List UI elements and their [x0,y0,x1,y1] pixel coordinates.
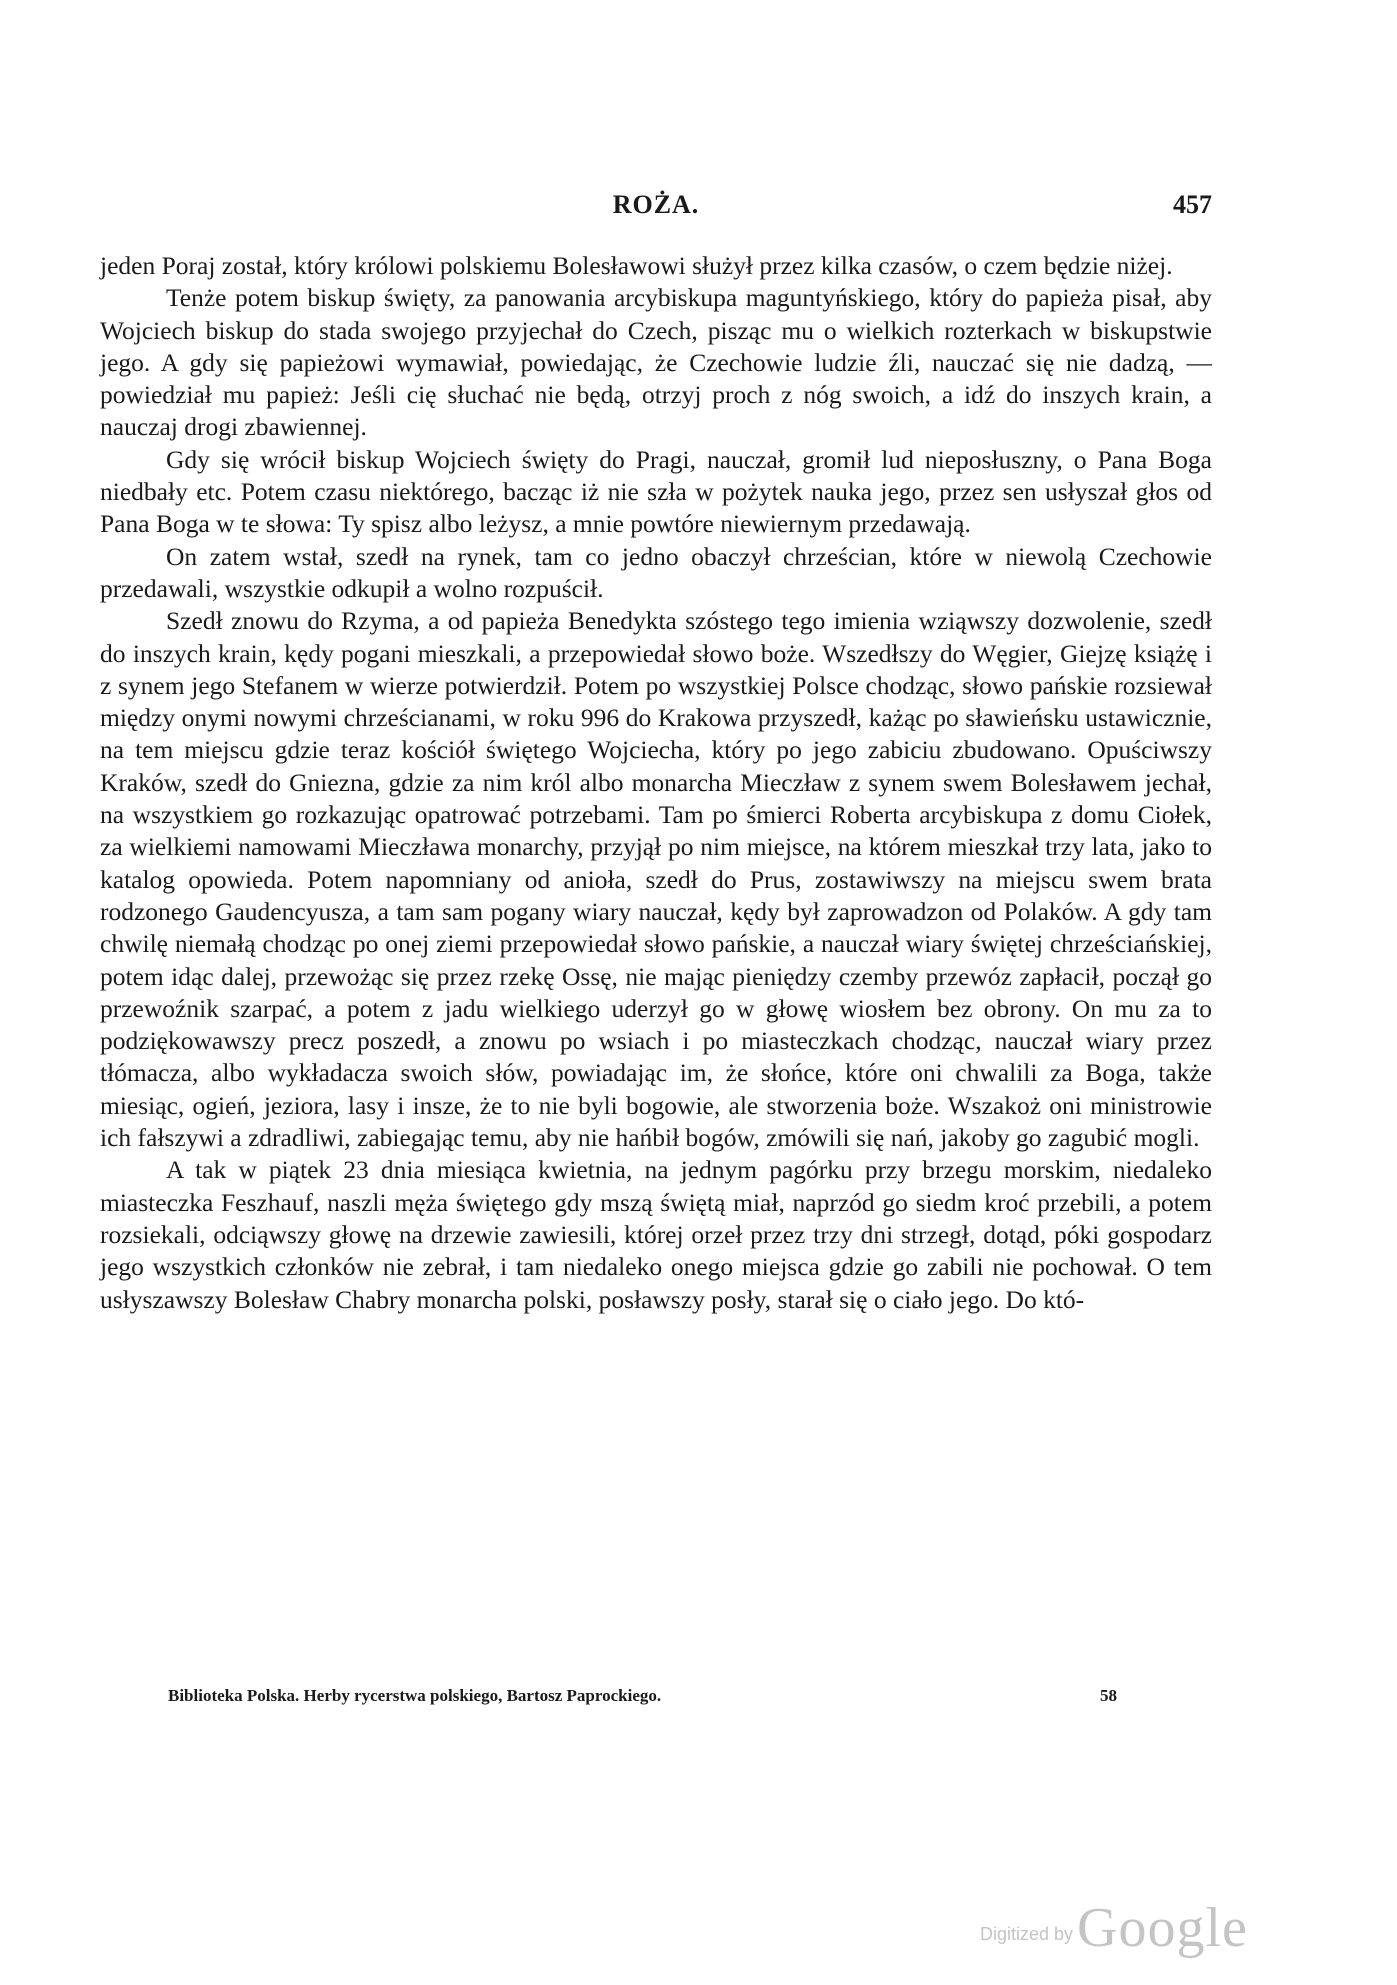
paragraph: A tak w piątek 23 dnia miesiąca kwietnia, na jednym pagórku przy brzegu morskim, niedaleko miasteczka Feszhauf, naszli męża świętego gdy mszą świętą miał, naprzód go siedm kroć przebili, a potem rozsiekali, odciąwszy głowę na drzewie zawiesili, której orzeł przez trzy dni strzegł, dotąd, póki gospodarz jego wszystkich członków nie zebrał, i tam niedaleko onego miejsca gdzie go zabili nie pochował. O tem usłyszawszy Bolesław Chabry monarcha polski, posławszy posły, starał się o ciało jego. Do któ- [100,1155,1212,1314]
digitized-watermark [980,1896,1248,1960]
page-number: 457 [1173,190,1212,219]
running-title: ROŻA. [612,190,700,219]
paragraph: Tenże potem biskup święty, za panowania arcybiskupa maguntyńskiego, który do papieża pisał, aby Wojciech biskup do stada swojego przyjechał do Czech, pisząc mu o wielkich rozterkach w biskupstwie jego. A gdy się papieżowi wymawiał, powiedając, że Czechowie ludzie źli, nauczać się nie dadzą, — powiedział mu papież: Jeśli cię słuchać nie będą, otrzyj proch z nóg swoich, a idź do inszych krain, a nauczaj drogi zbawiennej. [100,283,1212,442]
watermark-caption: Digitized by [980,1924,1074,1944]
body-text [100,250,1212,1316]
paragraph: On zatem wstał, szedł na rynek, tam co jedno obaczył chrześcian, które w niewolą Czechowie przedawali, wszystkie odkupił a wolno rozpuścił. [100,541,1212,603]
paragraph: jeden Poraj został, który królowi polskiemu Bolesławowi służył przez kilka czasów, o czem będzie niżej. [100,251,1173,280]
page-footer [100,1686,1212,1716]
footer-note: Biblioteka Polska. Herby rycerstwa polskiego, Bartosz Paprockiego. [168,1686,662,1705]
signature-mark: 58 [1100,1686,1117,1705]
page-header [100,190,1212,230]
paragraph: Szedł znowu do Rzyma, a od papieża Benedykta szóstego tego imienia wziąwszy dozwolenie, szedł do inszych krain, kędy pogani mieszkali, a przepowiedał słowo boże. Wszedłszy do Węgier, Giejzę książę i z synem jego Stefanem w wierze potwierdził. Potem po wszystkiej Polsce chodząc, słowo pańskie rozsiewał między onymi nowymi chrześcianami, w roku 996 do Krakowa przyszedł, każąc po sławieńsku ustawicznie, na tem miejscu gdzie teraz kościół świętego Wojciecha, który po jego zabiciu zbudowano. Opuściwszy Kraków, szedł do Gniezna, gdzie za nim król albo monarcha Mieczław z synem swem Bolesławem jechał, na wszystkiem go rozkazując opatrować potrzebami. Tam po śmierci Roberta arcybiskupa z domu Ciołek, za wielkiemi namowami Mieczława monarchy, przyjął po nim miejsce, na którem mieszkał trzy lata, jako to katalog opowieda. Potem napomniany od anioła, szedł do Prus, zostawiwszy na miejscu swem brata rodzonego Gaudencyusza, a tam sam pogany wiary nauczał, kędy był zaprowadzon od Polaków. A gdy tam chwilę niemałą chodząc po onej ziemi przepowiedał słowo pańskie, a nauczał wiary świętej chrześciańskiej, potem idąc dalej, przewożąc się przez rzekę Ossę, nie mając pieniędzy czemby przewóz zapłacił, począł go przewoźnik szarpać, a potem z jadu wielkiego uderzył go w głowę wiosłem bez obrony. On mu za to podziękowawszy precz poszedł, a znowu po wsiach i po miasteczkach chodząc, nauczał wiary przez tłómacza, albo wykładacza swoich słów, powiadając im, że słońce, które oni chwalili za Boga, także miesiąc, ogień, jeziora, lasy i insze, że to nie byli bogowie, ale stworzenia boże. Wszakoż oni ministrowie ich fałszywi a zdradliwi, zabiegając temu, aby nie hańbił bogów, zmówili się nań, jakoby go zagubić mogli. [100,606,1212,1153]
google-logo: Google [1077,1897,1248,1959]
paragraph: Gdy się wrócił biskup Wojciech święty do Pragi, nauczał, gromił lud nieposłuszny, o Pana Boga niedbały etc. Potem czasu niektórego, bacząc iż nie szła w pożytek nauka jego, przez sen usłyszał głos od Pana Boga w te słowa: Ty spisz albo leżysz, a mnie powtóre niewiernym przedawają. [100,444,1212,539]
